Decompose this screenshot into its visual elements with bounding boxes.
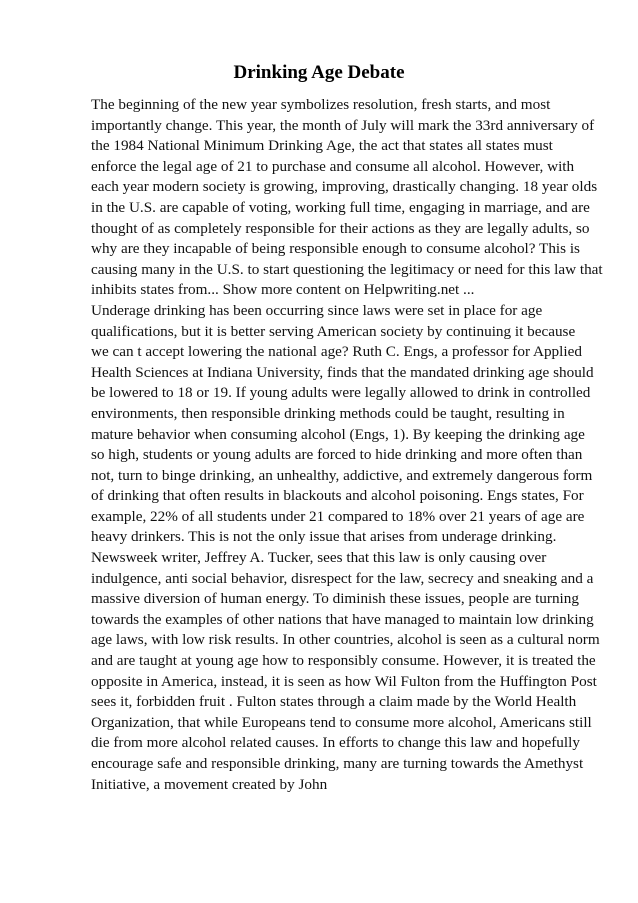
body-text-line: massive diversion of human energy. To diminish these issues, people are turning <box>91 590 579 608</box>
body-text-line: Organization, that while Europeans tend to consume more alcohol, Americans still <box>91 713 592 731</box>
body-text-line: Newsweek writer, Jeffrey A. Tucker, sees that this law is only causing over <box>91 549 547 567</box>
body-text-line: and are taught at young age how to responsibly consume. However, it is treated the <box>91 652 596 670</box>
body-text-line: thought of as completely responsible for their actions as they are legally adults, so <box>91 219 590 237</box>
body-text-line: sees it, forbidden fruit . Fulton states through a claim made by the World Health <box>91 693 577 711</box>
body-text-line: heavy drinkers. This is not the only issue that arises from underage drinking. <box>91 528 557 546</box>
body-text-line: the 1984 National Minimum Drinking Age, the act that states all states must <box>91 137 553 155</box>
body-text-line: The beginning of the new year symbolizes resolution, fresh starts, and most <box>91 96 551 113</box>
body-text-line: age laws, with low risk results. In other countries, alcohol is seen as a cultural norm <box>91 631 600 649</box>
body-text-line: Health Sciences at Indiana University, finds that the mandated drinking age should <box>91 363 594 381</box>
body-text-line: causing many in the U.S. to start questioning the legitimacy or need for this law that <box>91 260 603 278</box>
body-text-line: not, turn to binge drinking, an unhealthy, addictive, and extremely dangerous form <box>91 466 593 484</box>
body-text-line: indulgence, anti social behavior, disrespect for the law, secrecy and sneaking and a <box>91 569 594 587</box>
body-text-line: Underage drinking has been occurring since laws were set in place for age <box>91 301 543 319</box>
body-text-line: mature behavior when consuming alcohol (Engs, 1). By keeping the drinking age <box>91 425 585 443</box>
body-text-line: inhibits states from... Show more content on Helpwriting.net ... <box>91 281 475 299</box>
body-text-line: qualifications, but it is better serving American society by continuing it because <box>91 322 576 340</box>
body-text-line: we can t accept lowering the national age? Ruth C. Engs, a professor for Applied <box>91 343 582 361</box>
document-title: Drinking Age Debate <box>233 62 405 83</box>
body-text-line: each year modern society is growing, improving, drastically changing. 18 year olds <box>91 178 598 196</box>
body-text-line: towards the examples of other nations that have managed to maintain low drinking <box>91 610 594 628</box>
body-text-line: encourage safe and responsible drinking, many are turning towards the Amethyst <box>91 755 584 772</box>
body-text-line: Initiative, a movement created by John <box>91 775 328 793</box>
body-text-line: example, 22% of all students under 21 compared to 18% over 21 years of age are <box>91 507 585 525</box>
body-text-line: importantly change. This year, the month of July will mark the 33rd anniversary of <box>91 116 595 134</box>
body-text-line: of drinking that often results in blackouts and alcohol poisoning. Engs states, For <box>91 487 584 505</box>
body-text-line: opposite in America, instead, it is seen as how Wil Fulton from the Huffington Post <box>91 672 597 690</box>
body-text-line: why are they incapable of being responsible enough to consume alcohol? This is <box>91 240 580 258</box>
document-body <box>91 95 603 795</box>
body-text-line: die from more alcohol related causes. In efforts to change this law and hopefully <box>91 734 580 752</box>
body-text-line: environments, then responsible drinking methods could be taught, resulting in <box>91 404 565 422</box>
body-text-line: enforce the legal age of 21 to purchase and consume all alcohol. However, with <box>91 157 575 175</box>
body-text-line: so high, students or young adults are forced to hide drinking and more often than <box>91 446 583 464</box>
body-text-line: be lowered to 18 or 19. If young adults were legally allowed to drink in controlled <box>91 384 591 402</box>
body-text-line: in the U.S. are capable of voting, working full time, engaging in marriage, and are <box>91 198 590 216</box>
